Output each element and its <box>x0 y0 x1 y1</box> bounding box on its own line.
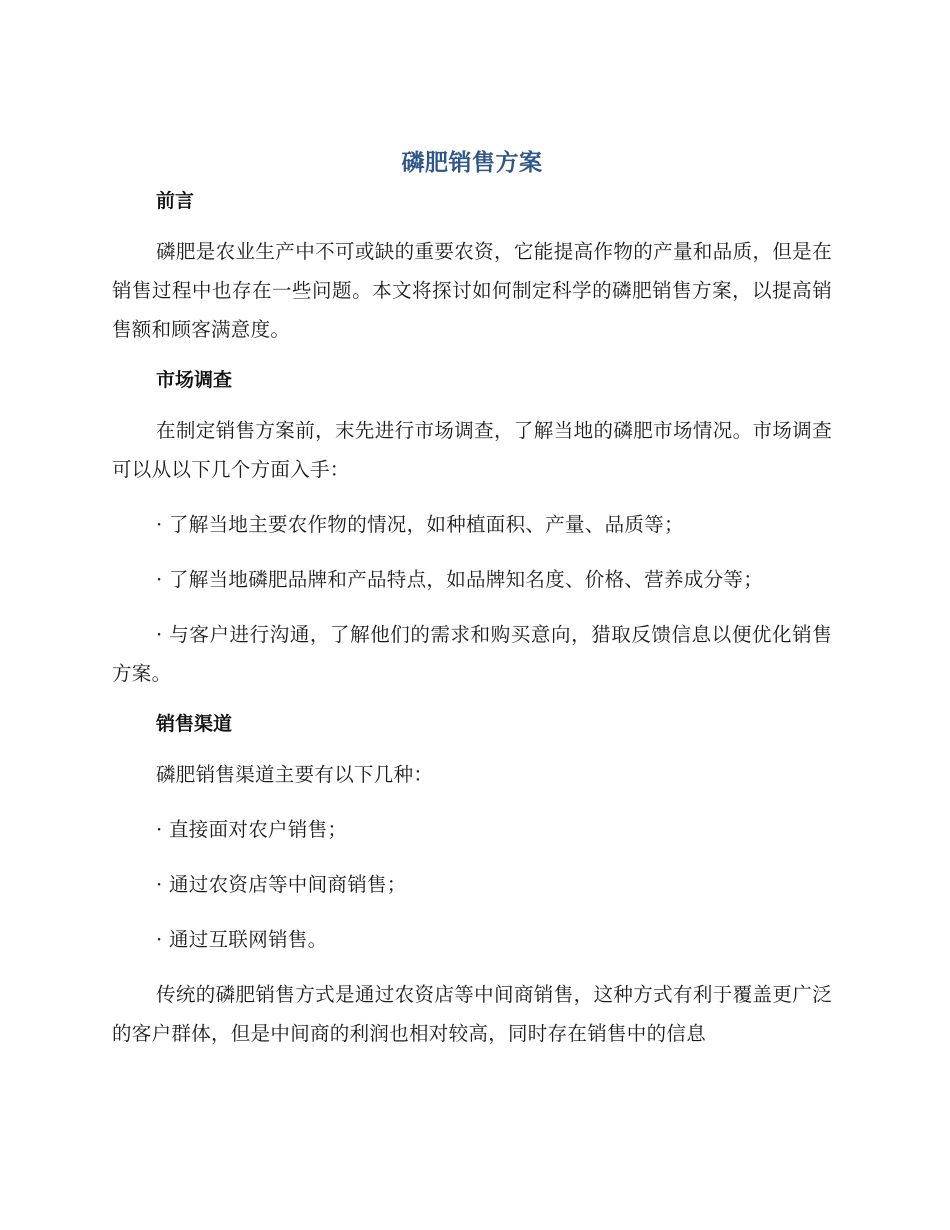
page-title: 磷肥销售方案 <box>401 150 543 176</box>
channels-closing-paragraph: 传统的磷肥销售方式是通过农资店等中间商销售，这种方式有利于覆盖更广泛的客户群体，但是中间商的利润也相对较高，同时存在销售中的信息 <box>112 983 832 1045</box>
channels-paragraph: 磷肥销售渠道主要有以下几种： <box>156 763 434 786</box>
market-bullet-3: · 与客户进行沟通，了解他们的需求和购买意向，猎取反馈信息以便优化销售方案。 <box>112 623 832 685</box>
market-bullet-1: · 了解当地主要农作物的情况，如种植面积、产量、品质等； <box>156 513 684 536</box>
channels-bullet-3: · 通过互联网销售。 <box>156 928 328 951</box>
intro-paragraph: 磷肥是农业生产中不可或缺的重要农资，它能提高作物的产量和品质，但是在销售过程中也存在一些问题。本文将探讨如何制定科学的磷肥销售方案，以提高销售额和顾客满意度。 <box>112 240 832 341</box>
market-bullet-2: · 了解当地磷肥品牌和产品特点，如品牌知名度、价格、营养成分等； <box>156 568 763 591</box>
section-heading-intro: 前言 <box>156 190 195 212</box>
channels-bullet-2: · 通过农资店等中间商销售； <box>156 873 407 896</box>
channels-bullet-1: · 直接面对农户销售； <box>156 818 348 841</box>
document-content <box>112 144 832 1053</box>
section-heading-market: 市场调查 <box>156 369 233 391</box>
section-heading-channels: 销售渠道 <box>156 713 233 735</box>
market-paragraph: 在制定销售方案前，末先进行市场调查，了解当地的磷肥市场情况。市场调查可以从以下几个方面入手： <box>112 419 832 481</box>
